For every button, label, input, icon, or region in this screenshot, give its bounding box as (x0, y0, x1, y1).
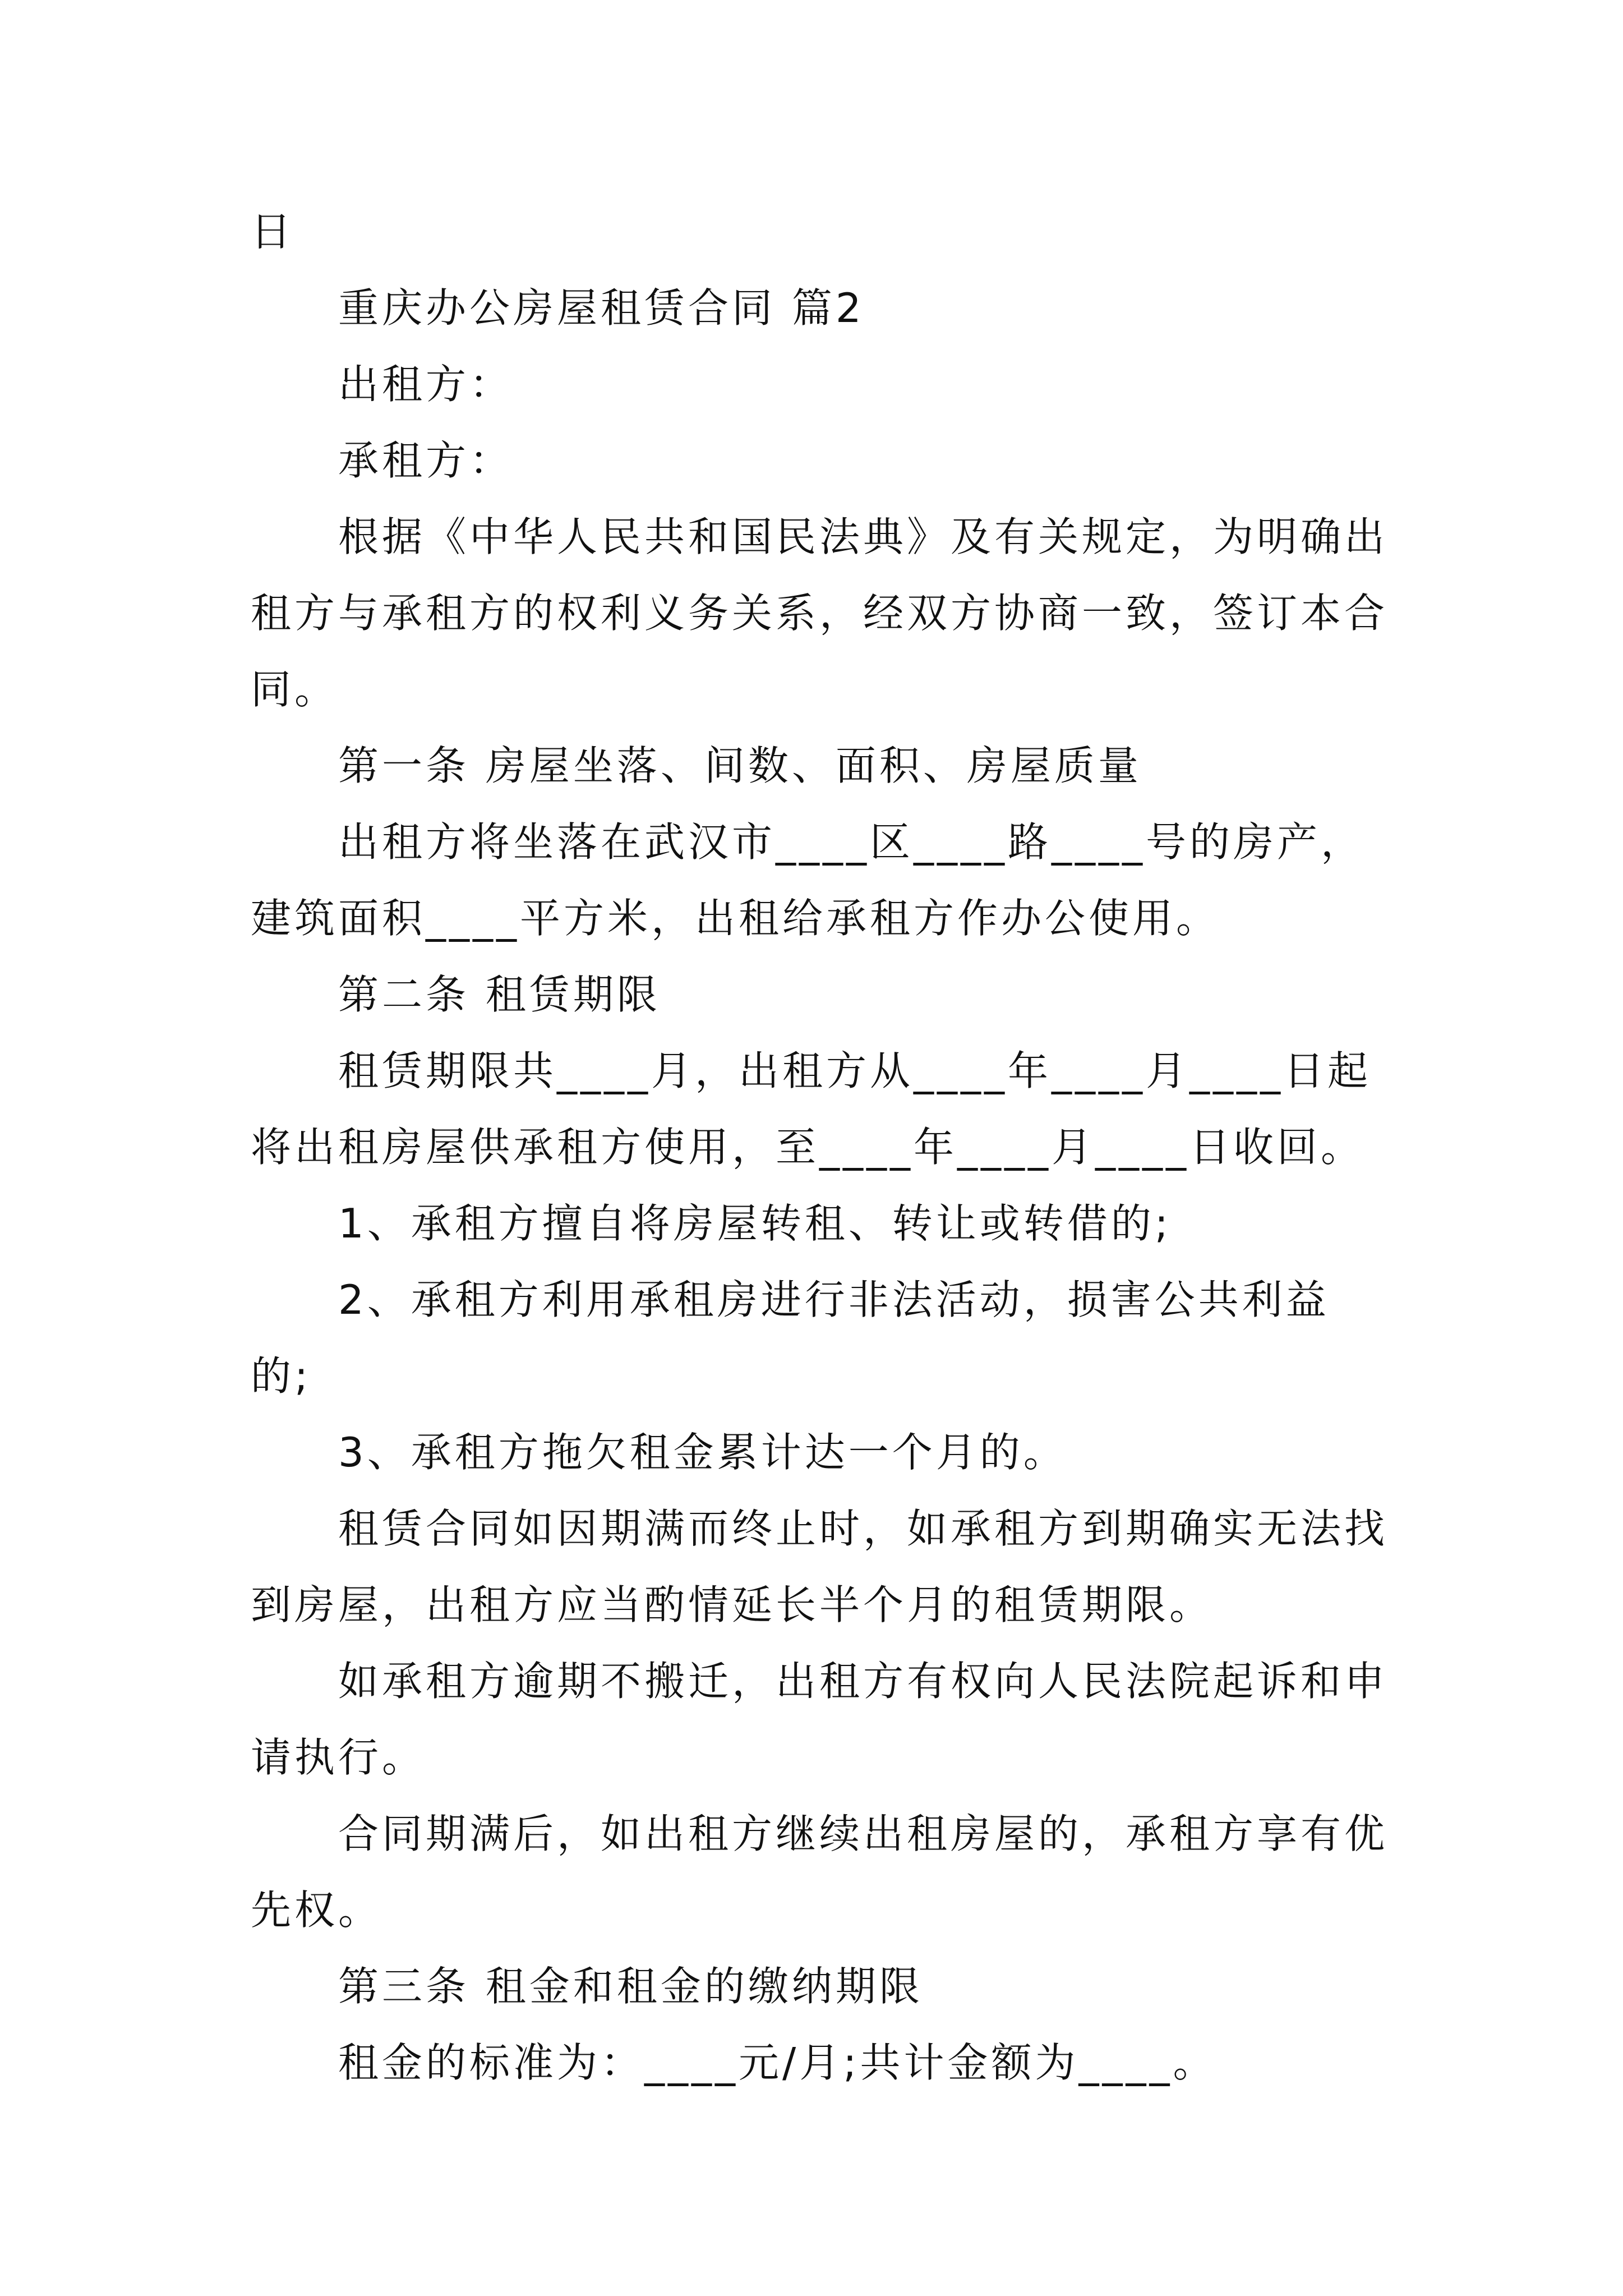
article-2-heading: 第二条 租赁期限 (338, 971, 661, 1018)
list-item-1: 1、承租方擅自将房屋转租、转让或转借的; (338, 1200, 1172, 1247)
paragraph-priority: 合同期满后，如出租方继续出租房屋的，承租方享有优先权。 (251, 1810, 1389, 1934)
paragraph-term-extension: 租赁合同如因期满而终止时，如承租方到期确实无法找到房屋，出租方应当酌情延长半个月的租赁期限。 (251, 1505, 1389, 1628)
article-2-body: 租赁期限共____月，出租方从____年____月____日起将出租房屋供承租方使用，至____年____月____日收回。 (251, 1047, 1372, 1171)
section-title: 重庆办公房屋租赁合同 篇2 (338, 284, 865, 332)
article-1-heading: 第一条 房屋坐落、间数、面积、房屋质量 (338, 742, 1142, 789)
paragraph-date-fragment: 日 (251, 208, 295, 255)
paragraph-overdue: 如承租方逾期不搬迁，出租方有权向人民法院起诉和申请执行。 (251, 1658, 1389, 1781)
lessor-label: 出租方： (338, 361, 514, 408)
list-item-2: 2、承租方利用承租房进行非法活动，损害公共利益的; (251, 1276, 1330, 1400)
paragraph-preamble: 根据《中华人民共和国民法典》及有关规定，为明确出租方与承租方的权利义务关系，经双方协商一致，签订本合同。 (251, 513, 1389, 713)
article-3-body: 租金的标准为：____元/月;共计金额为____。 (338, 2039, 1217, 2086)
article-1-body: 出租方将坐落在武汉市____区____路____号的房产，建筑面积____平方米，出租给承租方作办公使用。 (251, 818, 1365, 942)
lessee-label: 承租方： (338, 437, 514, 484)
list-item-3: 3、承租方拖欠租金累计达一个月的。 (338, 1429, 1067, 1476)
article-3-heading: 第三条 租金和租金的缴纳期限 (338, 1963, 923, 2010)
document-body (251, 194, 1389, 2101)
